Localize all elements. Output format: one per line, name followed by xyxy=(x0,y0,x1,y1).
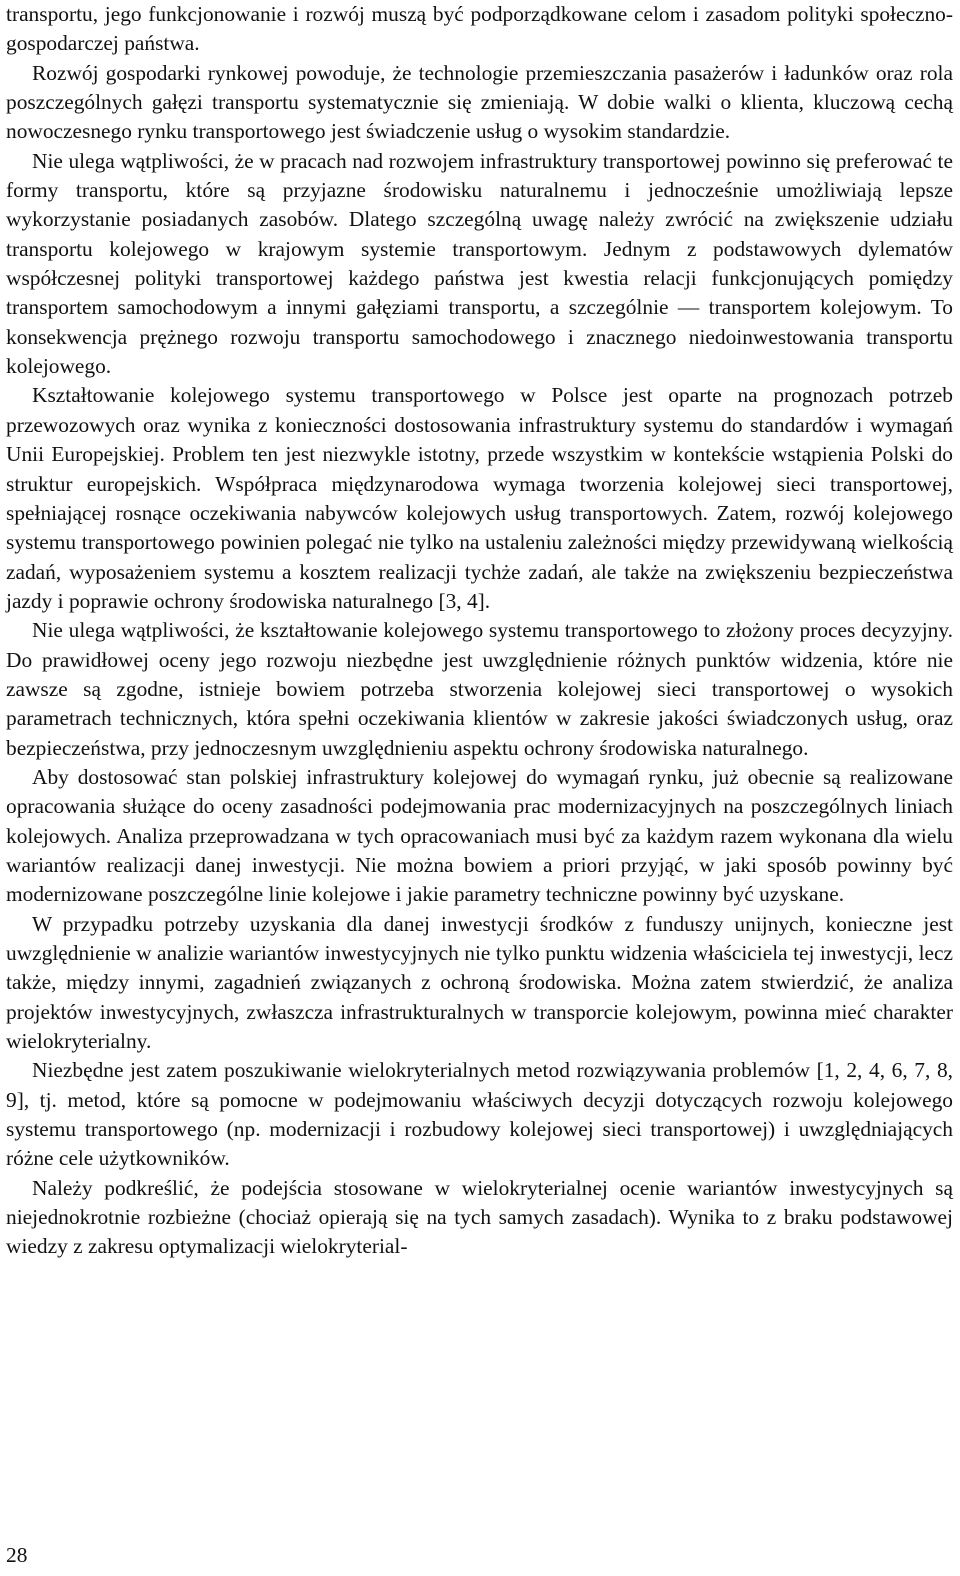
paragraph: Należy podkreślić, że podejścia stosowane w wielokryterialnej ocenie wariantów inwestycyjnych są niejednokrotnie rozbieżne (chociaż opierają się na tych samych zasadach). Wynika to z braku podstawowej wiedzy z zakresu optymalizacji wielokryterial- xyxy=(6,1175,953,1259)
page-number: 28 xyxy=(6,1543,28,1567)
paragraph: Niezbędne jest zatem poszukiwanie wielokryterialnych metod rozwiązywania problemów [1, 2, 4, 6, 7, 8, 9], tj. metod, które są pomocne w podejmowaniu właściwych decyzji dotyczących rozwoju kolejowego systemu transportowego (np. modernizacji i rozbudowy kolejowej sieci transportowej) i uwzględniających różne cele użytkowników. xyxy=(6,1058,953,1171)
paragraph: Nie ulega wątpliwości, że w pracach nad rozwojem infrastruktury transportowej powinno się preferować te formy transportu, które są przyjazne środowisku naturalnemu i jednocześnie umożliwiają lepsze wykorzystanie posiadanych zasobów. Dlatego szczególną uwagę należy zwrócić na zwiększenie udziału transportu kolejowego w krajowym systemie transportowym. Jednym z podstawowych dylematów współczesnej polityki transportowej każdego państwa jest kwestia relacji funkcjonujących pomiędzy transportem samochodowym a innymi gałęziami transportu, a szczególnie — transportem kolejowym. To konsekwencja prężnego rozwoju transportu samochodowego i znacznego niedoinwestowania transportu kolejowego. xyxy=(6,148,953,379)
page-body xyxy=(6,0,953,1262)
paragraph-continued: transportu, jego funkcjonowanie i rozwój muszą być podporządkowane celom i zasadom polityki społeczno-gospodarczej państwa. xyxy=(6,2,953,56)
paragraph: Aby dostosować stan polskiej infrastruktury kolejowej do wymagań rynku, już obecnie są realizowane opracowania służące do oceny zasadności podejmowania prac modernizacyjnych na poszczególnych liniach kolejowych. Analiza przeprowadzana w tych opracowaniach musi być za każdym razem wykonana dla wielu wariantów realizacji danej inwestycji. Nie można bowiem a priori przyjąć, w jaki sposób powinny być modernizowane poszczególne linie kolejowe i jakie parametry techniczne powinny być uzyskane. xyxy=(6,764,953,907)
paragraph: Rozwój gospodarki rynkowej powoduje, że technologie przemieszczania pasażerów i ładunków oraz rola poszczególnych gałęzi transportu systematycznie się zmieniają. W dobie walki o klienta, kluczową cechą nowoczesnego rynku transportowego jest świadczenie usług o wysokim standardzie. xyxy=(6,60,953,144)
paragraph: Nie ulega wątpliwości, że kształtowanie kolejowego systemu transportowego to złożony proces decyzyjny. Do prawidłowej oceny jego rozwoju niezbędne jest uwzględnienie różnych punktów widzenia, które nie zawsze są zgodne, istnieje bowiem potrzeba stworzenia kolejowej sieci transportowej o wysokich parametrach technicznych, która spełni oczekiwania klientów w zakresie jakości świadczonych usług, oraz bezpieczeństwa, przy jednoczesnym uwzględnieniu aspektu ochrony środowiska naturalnego. xyxy=(6,618,953,760)
paragraph: W przypadku potrzeby uzyskania dla danej inwestycji środków z funduszy unijnych, konieczne jest uwzględnienie w analizie wariantów inwestycyjnych nie tylko punktu widzenia właściciela tej inwestycji, lecz także, między innymi, zagadnień związanych z ochroną środowiska. Można zatem stwierdzić, że analiza projektów inwestycyjnych, zwłaszcza infrastrukturalnych w transporcie kolejowym, powinna mieć charakter wielokryterialny. xyxy=(6,911,953,1054)
paragraph: Kształtowanie kolejowego systemu transportowego w Polsce jest oparte na prognozach potrzeb przewozowych oraz wynika z konieczności dostosowania infrastruktury systemu do standardów i wymagań Unii Europejskiej. Problem ten jest niezwykle istotny, przede wszystkim w kontekście wstąpienia Polski do struktur europejskich. Współpraca międzynarodowa wymaga tworzenia kolejowej sieci transportowej, spełniającej rosnące oczekiwania nabywców kolejowych usług transportowych. Zatem, rozwój kolejowego systemu transportowego powinien polegać nie tylko na ustaleniu zależności między przewidywaną wielkością zadań, wyposażeniem systemu a kosztem realizacji tychże zadań, ale także na zwiększeniu bezpieczeństwa jazdy i poprawie ochrony środowiska naturalnego [3, 4]. xyxy=(6,383,953,613)
